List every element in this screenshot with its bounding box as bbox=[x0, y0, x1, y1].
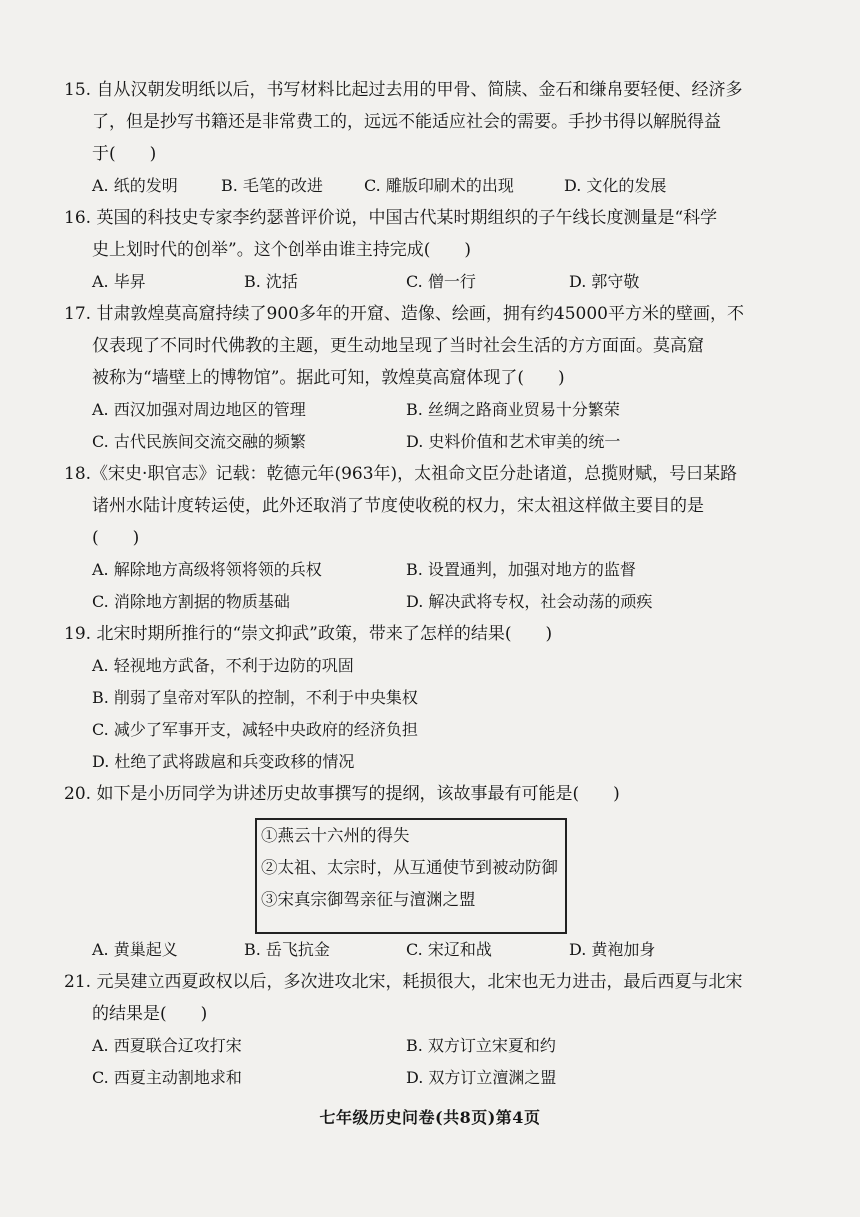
question-20 bbox=[64, 778, 744, 810]
option-a: A. 毕昇 bbox=[92, 272, 146, 291]
question-text: 15. 自从汉朝发明纸以后，书写材料比起过去用的甲骨、简牍、金石和缣帛要轻便、经济多 bbox=[64, 80, 743, 100]
option-c: C. 雕版印刷术的出现 bbox=[364, 176, 514, 195]
outline-box bbox=[255, 818, 567, 934]
option-d: D. 杜绝了武将跋扈和兵变政移的情况 bbox=[92, 752, 355, 771]
question-text: 20. 如下是小历同学为讲述历史故事撰写的提纲，该故事最有可能是( ) bbox=[64, 784, 620, 804]
options-row bbox=[64, 394, 744, 426]
options-row bbox=[64, 586, 744, 618]
question-text: 了，但是抄写书籍还是非常费工的，远远不能适应社会的需要。手抄书得以解脱得益 bbox=[92, 112, 721, 132]
options-row bbox=[64, 934, 744, 966]
question-text: 的结果是( ) bbox=[92, 1004, 208, 1024]
question-text: 史上划时代的创举”。这个创举由谁主持完成( ) bbox=[92, 240, 471, 260]
question-text: ( ) bbox=[92, 528, 140, 548]
options-row bbox=[64, 1062, 744, 1094]
outline-item: ②太祖、太宗时，从互通使节到被动防御 bbox=[261, 858, 558, 877]
option-b: B. 削弱了皇帝对军队的控制，不利于中央集权 bbox=[92, 688, 418, 707]
option-c: C. 古代民族间交流交融的频繁 bbox=[92, 432, 306, 451]
option-a: A. 黄巢起义 bbox=[92, 940, 178, 959]
option-b: B. 设置通判，加强对地方的监督 bbox=[406, 560, 636, 579]
option-a: A. 西夏联合辽攻打宋 bbox=[92, 1036, 242, 1055]
option-c: C. 减少了军事开支，减轻中央政府的经济负担 bbox=[92, 720, 418, 739]
question-text: 诸州水陆计度转运使，此外还取消了节度使收税的权力，宋太祖这样做主要目的是 bbox=[92, 496, 704, 516]
options-row bbox=[64, 266, 744, 298]
options-row bbox=[64, 714, 744, 746]
question-text: 被称为“墙壁上的博物馆”。据此可知，敦煌莫高窟体现了( ) bbox=[92, 368, 565, 388]
option-b: B. 丝绸之路商业贸易十分繁荣 bbox=[406, 400, 620, 419]
options-row bbox=[64, 746, 744, 778]
option-b: B. 沈括 bbox=[244, 272, 298, 291]
option-b: B. 毛笔的改进 bbox=[221, 176, 323, 195]
question-18 bbox=[64, 458, 744, 618]
question-20-options bbox=[64, 934, 744, 966]
question-text: 17. 甘肃敦煌莫高窟持续了900多年的开窟、造像、绘画，拥有约45000平方米的壁画，不 bbox=[64, 304, 744, 324]
option-d: D. 双方订立澶渊之盟 bbox=[406, 1068, 557, 1087]
option-c: C. 消除地方割据的物质基础 bbox=[92, 592, 290, 611]
outline-item: ①燕云十六州的得失 bbox=[261, 826, 410, 845]
options-row bbox=[64, 1030, 744, 1062]
option-d: D. 解决武将专权，社会动荡的顽疾 bbox=[406, 592, 653, 611]
option-d: D. 史料价值和艺术审美的统一 bbox=[406, 432, 621, 451]
question-19 bbox=[64, 618, 744, 778]
option-d: D. 文化的发展 bbox=[564, 176, 667, 195]
question-text: 19. 北宋时期所推行的“崇文抑武”政策，带来了怎样的结果( ) bbox=[64, 624, 553, 644]
option-c: C. 西夏主动割地求和 bbox=[92, 1068, 242, 1087]
question-text: 16. 英国的科技史专家李约瑟普评价说，中国古代某时期组织的子午线长度测量是“科学 bbox=[64, 208, 718, 228]
question-text: 18.《宋史·职官志》记载：乾德元年(963年)，太祖命文臣分赴诸道，总揽财赋，号曰某路 bbox=[64, 464, 738, 484]
options-row bbox=[64, 554, 744, 586]
option-c: C. 僧一行 bbox=[406, 272, 476, 291]
option-b: B. 双方订立宋夏和约 bbox=[406, 1036, 556, 1055]
question-text: 21. 元昊建立西夏政权以后，多次进攻北宋，耗损很大，北宋也无力进击，最后西夏与北宋 bbox=[64, 972, 743, 992]
options-row bbox=[64, 426, 744, 458]
options-row bbox=[64, 682, 744, 714]
page-footer: 七年级历史问卷(共8页)第4页 bbox=[319, 1108, 541, 1127]
option-a: A. 轻视地方武备，不利于边防的巩固 bbox=[92, 656, 354, 675]
option-c: C. 宋辽和战 bbox=[406, 940, 492, 959]
option-a: A. 西汉加强对周边地区的管理 bbox=[92, 400, 306, 419]
question-15 bbox=[64, 74, 744, 202]
question-16 bbox=[64, 202, 744, 298]
options-row bbox=[64, 170, 744, 202]
question-21 bbox=[64, 966, 744, 1094]
question-text: 于( ) bbox=[92, 144, 157, 164]
question-17 bbox=[64, 298, 744, 458]
outline-item: ③宋真宗御驾亲征与澶渊之盟 bbox=[261, 890, 476, 909]
option-a: A. 纸的发明 bbox=[92, 176, 178, 195]
options-row bbox=[64, 650, 744, 682]
option-d: D. 郭守敬 bbox=[569, 272, 640, 291]
option-d: D. 黄袍加身 bbox=[569, 940, 656, 959]
question-text: 仅表现了不同时代佛教的主题，更生动地呈现了当时社会生活的方方面面。莫高窟 bbox=[92, 336, 704, 356]
option-a: A. 解除地方高级将领将领的兵权 bbox=[92, 560, 322, 579]
option-b: B. 岳飞抗金 bbox=[244, 940, 330, 959]
